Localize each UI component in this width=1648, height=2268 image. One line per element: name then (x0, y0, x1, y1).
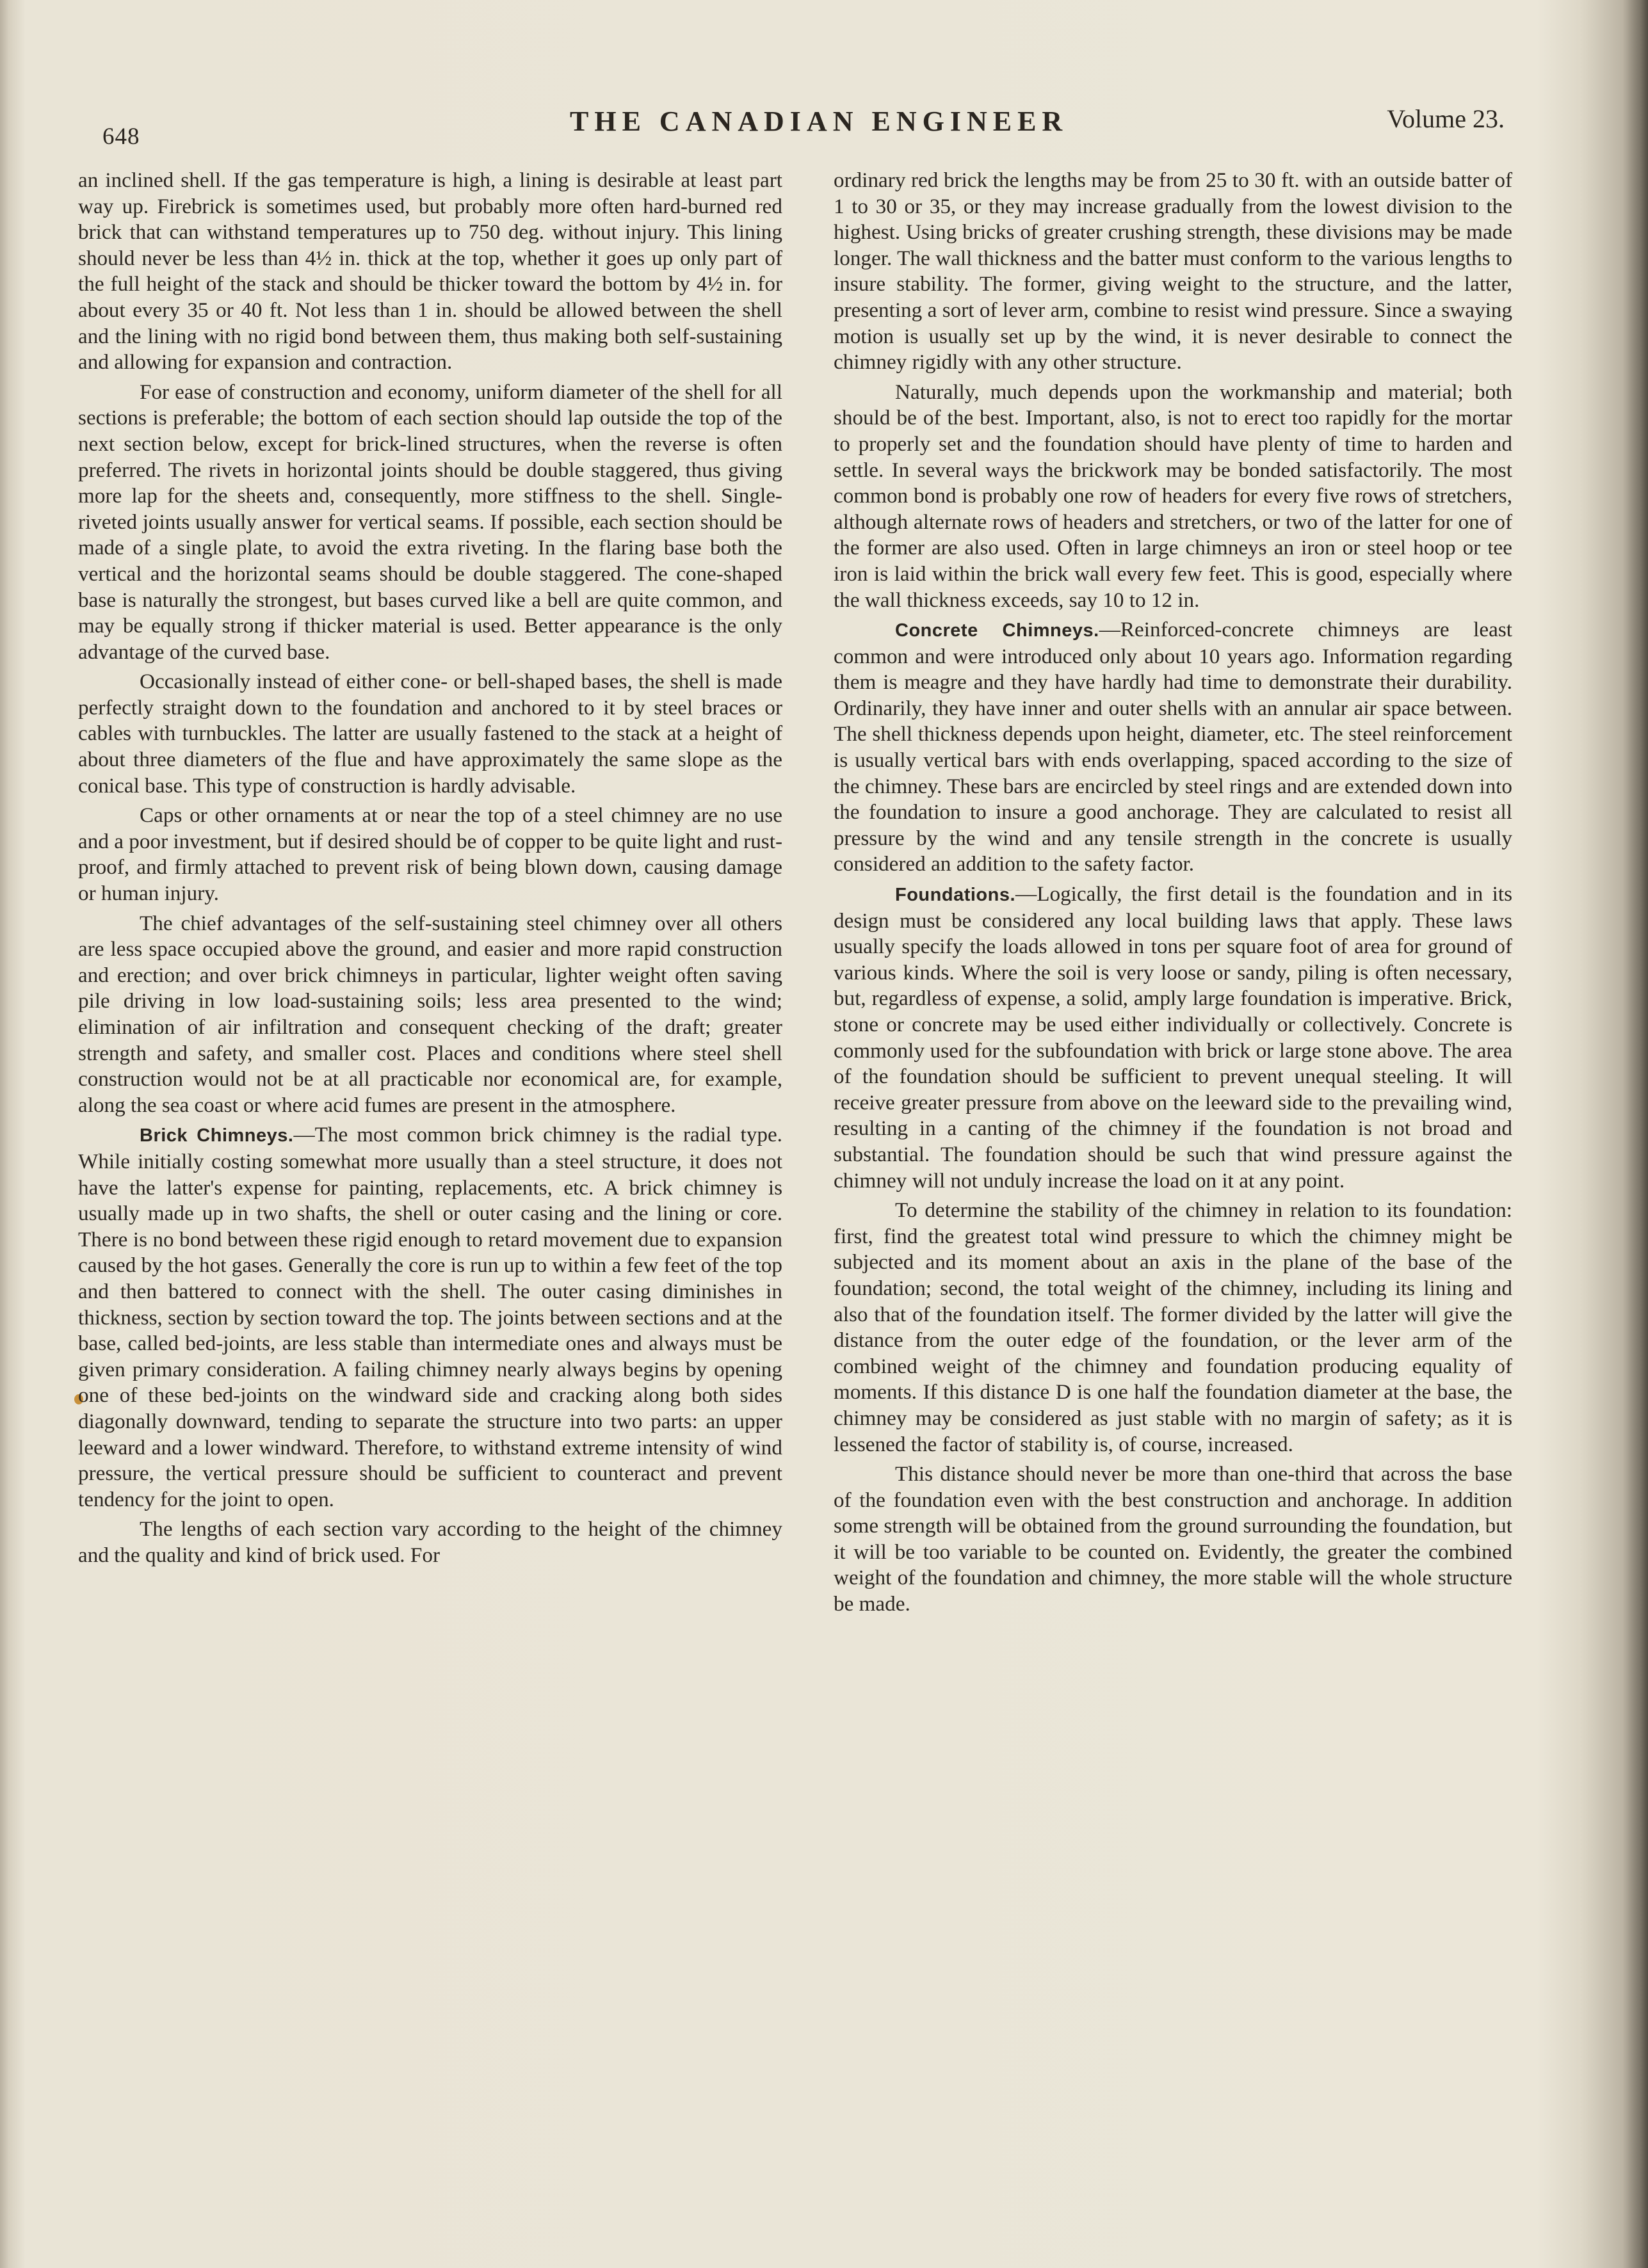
paragraph: Caps or other ornaments at or near the top of a steel chimney are no use and a poor investment, but if desired should be of copper to be quite light and rust-proof, and firmly attached to prevent risk of being blown down, causing damage or human injury. (78, 803, 782, 906)
paragraph: To determine the stability of the chimney in relation to its foundation: first, find the greatest total wind pressure to which the chimney might be subjected and its moment about an axis in the plane of the base of the foundation; second, the total weight of the chimney, including its lining and also that of the foundation itself. The former divided by the latter will give the distance from the outer edge of the foundation, or the lever arm of the combined weight of the chimney and foundation producing equality of moments. If this distance D is one half the foundation diameter at the base, the chimney may be considered as just stable with no margin of safety; as it is lessened the factor of stability is, of course, increased. (834, 1198, 1512, 1456)
right-column (834, 168, 1512, 1621)
left-column (78, 168, 782, 1572)
paragraph: The chief advantages of the self-sustaining steel chimney over all others are less space occupied above the ground, and easier and more rapid construction and erection; and over brick chimneys in particular, lighter weight often saving pile driving in low load-sustaining soils; less area presented to the wind; elimination of air infiltration and consequent checking of the draft; greater strength and safety, and smaller cost. Places and conditions where steel shell construction would not be at all practicable nor economical are, for example, along the sea coast or where acid fumes are present in the atmosphere. (78, 911, 782, 1117)
section-heading-brick-chimneys: Brick Chimneys. (140, 1125, 294, 1146)
paragraph-text: —The most common brick chimney is the radial type. While initially costing somewhat more usually than a steel structure, it does not have the latter's expense for painting, replacements, etc. A brick chimney is usually made up in two shafts, the shell or outer casing and the lining or core. There is no bond between these rigid enough to retard movement due to expansion caused by the hot gases. Generally the core is run up to within a few feet of the top and then battered to connect with the shell. The outer casing diminishes in thickness, section by section toward the top. The joints between sections and at the base, called bed-joints, are less stable than intermediate ones and always must be given primary consideration. A failing chimney nearly always begins by opening one of these bed-joints on the windward side and cracking along both sides diagonally downward, tending to separate the structure into two parts: an upper leeward and a lower windward. Therefore, to withstand extreme intensity of wind pressure, the vertical pressure should be sufficient to counteract and prevent tendency for the joint to open. (78, 1123, 782, 1511)
paragraph-text: —Logically, the first detail is the foundation and in its design must be considered any local building laws that apply. These laws usually specify the loads allowed in tons per square foot of area for ground of various kinds. Where the soil is very loose or sandy, piling is often necessary, but, regardless of expense, a solid, amply large foundation is imperative. Brick, stone or concrete may be used either individually or collectively. Concrete is commonly used for the subfoundation with brick or large stone above. The area of the foundation should be sufficient to prevent unequal steeling. It will receive greater pressure from above on the leeward side to the prevailing wind, resulting in a canting of the chimney if the foundation is not broad and substantial. The foundation should be such that wind pressure against the chimney will not unduly increase the load on it at any point. (834, 882, 1512, 1193)
volume-label: Volume 23. (1387, 104, 1505, 133)
paragraph: Occasionally instead of either cone- or bell-shaped bases, the shell is made perfectly straight down to the foundation and anchored to it by steel braces or cables with turnbuckles. The latter are usually fastened to the stack at a height of about three diameters of the flue and have approximately the same slope as the conical base. This type of construction is hardly advisable. (78, 670, 782, 798)
paragraph: an inclined shell. If the gas temperature is high, a lining is desirable at least part way up. Firebrick is sometimes used, but probably more often hard-burned red brick that can withstand temperatures up to 750 deg. without injury. This lining should never be less than 4½ in. thick at the top, whether it goes up only part of the full height of the stack and should be thicker toward the bottom by 4½ in. for about every 35 or 40 ft. Not less than 1 in. should be allowed between the shell and the lining with no rigid bond between them, thus making both self-sustaining and allowing for expansion and contraction. (78, 168, 782, 374)
page-header (102, 96, 1505, 150)
section-heading-concrete-chimneys: Concrete Chimneys. (895, 620, 1099, 641)
paragraph (834, 617, 1512, 878)
paragraph: Naturally, much depends upon the workmanship and material; both should be of the best. Important, also, is not to erect too rapidly for the mortar to properly set and the foundation should have plenty of time to harden and settle. In several ways the brickwork may be bonded satisfactorily. The most common bond is probably one row of headers for every five rows of stretchers, although alternate rows of headers and stretchers, or two of the latter for one of the former are also used. Often in large chimneys an iron or steel hoop or tee iron is laid within the brick wall every few feet. This is good, especially where the wall thickness exceeds, say 10 to 12 in. (834, 380, 1512, 612)
section-heading-foundations: Foundations. (895, 885, 1016, 906)
paragraph: For ease of construction and economy, uniform diameter of the shell for all sections is preferable; the bottom of each section should lap outside the top of the next section below, except for brick-lined structures, when the reverse is often preferred. The rivets in horizontal joints should be double staggered, thus giving more lap for the sheets and, consequently, more stiffness to the shell. Single-riveted joints usually answer for vertical seams. If possible, each section should be made of a single plate, to avoid the extra riveting. In the flaring base both the vertical and the horizontal seams should be double staggered. The cone-shaped base is naturally the strongest, but bases curved like a bell are quite common, and may be equally strong if thicker material is used. Better appearance is the only advantage of the curved base. (78, 380, 782, 664)
page-number: 648 (102, 124, 140, 150)
paragraph (78, 1122, 782, 1513)
paragraph-text: —Reinforced-concrete chimneys are least common and were introduced only about 10 years ago. Information regarding them is meagre and they have hardly had time to demonstrate their durability. Ordinarily, they have inner and outer shells with an annular air space between. The shell thickness depends upon height, diameter, etc. The steel reinforcement is usually vertical bars with ends overlapping, spaced according to the size of the chimney. These bars are encircled by steel rings and are extended down into the foundation to insure a good anchorage. They are calculated to resist all pressure by the wind and any tensile strength in the concrete is usually considered an addition to the safety factor. (834, 618, 1512, 876)
paragraph: ordinary red brick the lengths may be from 25 to 30 ft. with an outside batter of 1 to 30 or 35, or they may increase gradually from the lowest division to the highest. Using bricks of greater crushing strength, these divisions may be made longer. The wall thickness and the batter must conform to the various lengths to insure stability. The former, giving weight to the structure, and the latter, presenting a sort of lever arm, combine to resist wind pressure. Since a swaying motion is usually set up by the wind, it is never desirable to connect the chimney rigidly with any other structure. (834, 168, 1512, 374)
paragraph (834, 881, 1512, 1194)
journal-title: THE CANADIAN ENGINEER (570, 106, 1069, 137)
paragraph: The lengths of each section vary according to the height of the chimney and the quality and kind of brick used. For (78, 1517, 782, 1567)
paragraph: This distance should never be more than one-third that across the base of the foundation even with the best construction and anchorage. In addition some strength will be obtained from the ground surrounding the foundation, but it will be too variable to be counted on. Evidently, the greater the combined weight of the foundation and chimney, the more stable will the whole structure be made. (834, 1462, 1512, 1616)
page-edge-shadow (1622, 0, 1648, 2268)
